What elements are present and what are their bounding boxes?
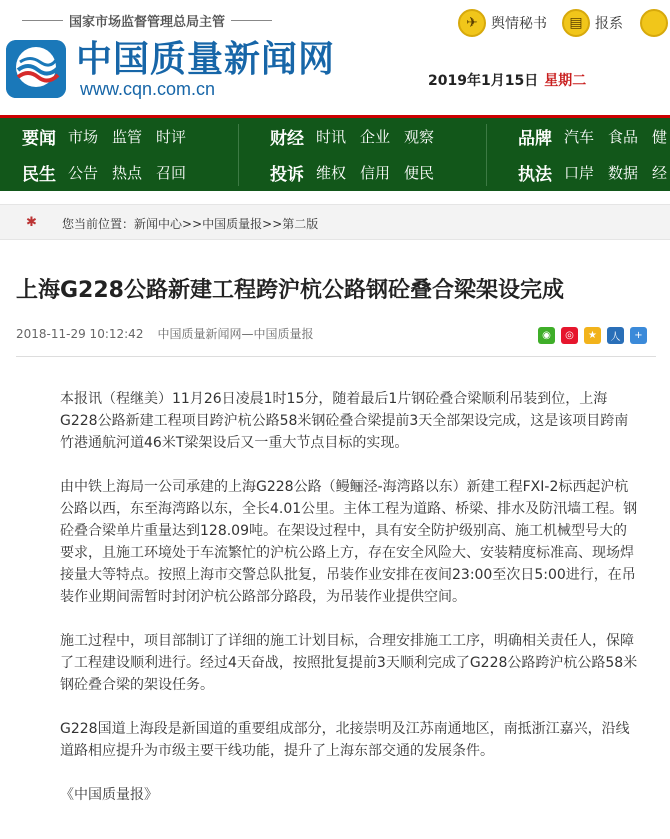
site-header <box>0 0 670 115</box>
breadcrumb-link-cqn-paper[interactable]: 中国质量报 <box>202 217 263 231</box>
nav-item[interactable]: 观察 <box>404 127 435 146</box>
divider <box>16 356 656 357</box>
current-date <box>428 70 586 90</box>
nav-item[interactable]: 经 <box>652 163 668 182</box>
supervisor-banner <box>22 10 272 30</box>
article-source: 中国质量新闻网—中国质量报 <box>157 327 314 341</box>
more-icon <box>640 9 668 37</box>
bee-icon: ✈ <box>458 9 486 37</box>
tool-label: 舆情秘书 <box>491 16 547 32</box>
main-nav <box>0 115 670 191</box>
newspaper-icon: ▤ <box>562 9 590 37</box>
renren-icon[interactable]: 人 <box>607 327 624 344</box>
nav-item[interactable]: 时评 <box>156 127 187 146</box>
wechat-icon[interactable]: ◉ <box>538 327 555 344</box>
article-meta <box>16 325 313 342</box>
nav-group-finance <box>270 118 448 191</box>
nav-item[interactable]: 召回 <box>156 163 187 182</box>
nav-divider <box>486 124 487 186</box>
article-body <box>60 388 638 806</box>
nav-key[interactable]: 财经 <box>270 128 304 149</box>
nav-key[interactable]: 品牌 <box>518 128 552 149</box>
nav-row <box>270 154 448 190</box>
more-tool-button[interactable] <box>640 8 668 38</box>
newspaper-system-button[interactable] <box>562 8 623 38</box>
nav-row <box>270 118 448 154</box>
site-url[interactable]: www.cqn.com.cn <box>80 79 216 99</box>
nav-item[interactable]: 公告 <box>68 163 99 182</box>
article-paragraph: 由中铁上海局一公司承建的上海G228公路（鳗鲡泾-海湾路以东）新建工程FXⅠ-2标西起沪杭公路以西，东至海湾路以东，全长4.01公里。主体工程为道路、桥梁、排水及防汛墙工程。钢砼叠合梁单片重量达到128.09吨。在架设过程中，具有安全防护级别高、施工机械型号大的要求，且施工环境处于车流繁忙的沪杭公路上方，存在安全风险大、安装精度标准高、现场焊接量大等特点。按照上海市交警总队批复，吊装作业安排在夜间23:00至次日5:00进行，在吊装作业期间需暂时封闭沪杭公路部分路段，为吊装作业提供空间。 <box>60 479 638 605</box>
logo-wave-icon <box>6 40 66 98</box>
article-paragraph: G228国道上海段是新国道的重要组成部分，北接崇明及江苏南通地区，南抵浙江嘉兴，沿线道路相应提升为市级主要干线功能，提升了上海东部交通的发展条件。 <box>60 721 630 759</box>
nav-divider <box>238 124 239 186</box>
divider <box>231 20 272 21</box>
breadcrumb <box>0 204 670 240</box>
article-paragraph: 本报讯（程继美）11月26日凌晨1时15分，随着最后1片钢砼叠合梁顺利吊装到位，上海G228公路新建工程项目跨沪杭公路58米钢砼叠合梁提前3天全部架设完成，这是该项目跨南竹港通航河道46米T梁架设后又一重大节点目标的实现。 <box>60 391 629 451</box>
nav-row <box>22 118 200 154</box>
breadcrumb-link-news-center[interactable]: 新闻中心 <box>134 217 183 231</box>
nav-item[interactable]: 维权 <box>316 163 347 182</box>
yuqing-secretary-button[interactable] <box>458 8 547 38</box>
divider <box>22 20 63 21</box>
nav-item[interactable]: 健 <box>652 127 668 146</box>
weibo-icon[interactable]: ◎ <box>561 327 578 344</box>
nav-item[interactable]: 食品 <box>608 127 639 146</box>
tool-label: 报系 <box>595 16 623 32</box>
supervisor-text: 国家市场监督管理总局主管 <box>69 14 226 30</box>
nav-item[interactable]: 信用 <box>360 163 391 182</box>
weekday-text: 星期二 <box>544 73 587 89</box>
nav-item[interactable]: 汽车 <box>564 127 595 146</box>
nav-item[interactable]: 监管 <box>112 127 143 146</box>
nav-item[interactable]: 便民 <box>404 163 435 182</box>
nav-key[interactable]: 投诉 <box>270 164 304 185</box>
qzone-icon[interactable]: ★ <box>584 327 601 344</box>
nav-item[interactable]: 市场 <box>68 127 99 146</box>
breadcrumb-trail <box>62 215 318 232</box>
nav-item[interactable]: 口岸 <box>564 163 595 182</box>
nav-group-news <box>22 118 200 191</box>
breadcrumb-separator: >> <box>182 217 203 231</box>
breadcrumb-label: 您当前位置： <box>62 217 135 231</box>
nav-item[interactable]: 企业 <box>360 127 391 146</box>
nav-row <box>518 118 670 154</box>
date-text: 2019年1月15日 <box>428 73 539 89</box>
nav-item[interactable]: 时讯 <box>316 127 347 146</box>
nav-key[interactable]: 执法 <box>518 164 552 185</box>
nav-key[interactable]: 要闻 <box>22 128 56 149</box>
nav-row <box>518 154 670 190</box>
breadcrumb-link-page-two[interactable]: 第二版 <box>282 217 319 231</box>
location-icon: ✱ <box>26 215 37 230</box>
site-name[interactable]: 中国质量新闻网 <box>76 39 336 80</box>
nav-key[interactable]: 民生 <box>22 164 56 185</box>
article-title: 上海G228公路新建工程跨沪杭公路钢砼叠合梁架设完成 <box>16 278 564 303</box>
breadcrumb-separator: >> <box>262 217 283 231</box>
article-signature: 《中国质量报》 <box>60 787 158 803</box>
article-datetime: 2018-11-29 10:12:42 <box>16 327 144 341</box>
more-share-icon[interactable]: + <box>630 327 647 344</box>
article-paragraph: 施工过程中，项目部制订了详细的施工计划目标，合理安排施工工序，明确相关责任人，保障了工程建设顺利进行。经过4天奋战，按照批复提前3天顺利完成了G228公路跨沪杭公路58米钢砼叠合梁的架设任务。 <box>60 633 638 693</box>
nav-group-brand <box>518 118 670 191</box>
site-logo[interactable] <box>6 40 66 98</box>
nav-item[interactable]: 数据 <box>608 163 639 182</box>
nav-item[interactable]: 热点 <box>112 163 143 182</box>
share-toolbar <box>538 327 647 344</box>
nav-row <box>22 154 200 190</box>
